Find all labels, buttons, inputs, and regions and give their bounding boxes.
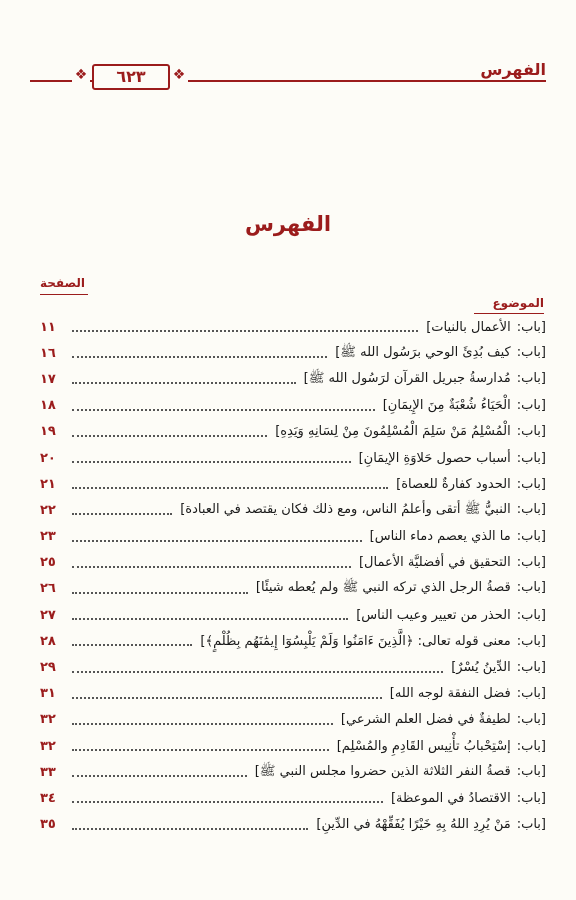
- toc-entry-text: التحقيق في أفضليَّة الأعمال]: [358, 555, 511, 571]
- toc-entry-bab: [باب:: [516, 580, 546, 596]
- toc-entry-bab: [باب:: [516, 344, 546, 360]
- ornament-icon: ❖: [170, 66, 188, 84]
- toc-entry-page: ١٩: [40, 424, 56, 440]
- toc-entry-page: ٢٠: [40, 450, 56, 466]
- toc-entry-page: ١١: [40, 319, 56, 335]
- toc-entry: [40, 419, 546, 445]
- toc-entry-text: معنى قوله تعالى: ﴿الَّذِينَ ءَامَنُوا وَلَمْ يَلْبِسُوٓا إِيمَٰنَهُم بِظُلْمٍ﴾]: [200, 633, 511, 649]
- toc-entry: [40, 733, 546, 759]
- toc-entry: [40, 471, 546, 497]
- toc-entry-title: [331, 344, 546, 363]
- toc-entry-title: [312, 817, 546, 832]
- toc-entry: [40, 497, 546, 523]
- toc-entry-text: الحدود كفارةٌ للعصاة]: [396, 476, 511, 492]
- toc-entry-bab: [باب:: [516, 319, 546, 335]
- toc-entry-title: [422, 320, 546, 335]
- toc-entry-text: النبيُّ ﷺ أتقى وأعلمُ الناس، ومع ذلك فكان يقتصد في العبادة]: [180, 501, 511, 517]
- toc-entry-title: [337, 712, 546, 727]
- toc-entry-text: إسْتِحْبابُ تأْنِيس القَادِمِ والمُسْلِم]: [336, 738, 511, 754]
- toc-entry-text: لطيفةٌ في فضل العلم الشرعي]: [340, 712, 511, 728]
- toc-entry-title: [300, 370, 546, 389]
- dot-leader: [72, 723, 333, 725]
- dot-leader: [72, 801, 383, 803]
- toc-entry-text: الحذر من تعيير وعيب الناس]: [356, 607, 511, 623]
- toc-entry: [40, 366, 546, 392]
- toc-entry-page: ٣١: [40, 686, 56, 702]
- toc-entry-bab: [باب:: [516, 370, 546, 386]
- toc-entry-bab: [باب:: [516, 424, 546, 440]
- toc-entry-page: ٣٢: [40, 738, 56, 754]
- toc-entry: [40, 759, 546, 785]
- toc-entry: [40, 393, 546, 419]
- toc-entry-bab: [باب:: [516, 738, 546, 754]
- dot-leader: [72, 828, 308, 830]
- toc-entry-page: ٢٣: [40, 529, 56, 545]
- page-column-label: الصفحة: [40, 276, 86, 290]
- toc-entry-page: ٢٢: [40, 502, 56, 518]
- toc-entry-page: ٢٦: [40, 581, 56, 597]
- dot-leader: [72, 540, 362, 542]
- page-header: [30, 58, 546, 86]
- toc-entry-text: ما الذي يعصم دماء الناس]: [369, 529, 511, 545]
- toc-entry-text: الاقتصادُ في الموعظة]: [390, 790, 511, 806]
- toc-entry-bab: [باب:: [516, 607, 546, 623]
- ornament-icon: ❖: [72, 66, 90, 84]
- dot-leader: [72, 566, 351, 568]
- dot-leader: [72, 513, 172, 515]
- toc-entry-bab: [باب:: [516, 476, 546, 492]
- toc-entry-page: ٢٧: [40, 607, 56, 623]
- toc-entry-title: [176, 501, 546, 520]
- toc-entry-bab: [باب:: [516, 555, 546, 571]
- toc-entry: [40, 445, 546, 471]
- topic-column-label: الموضوع: [492, 296, 544, 310]
- toc-entry-page: ٣٥: [40, 817, 56, 833]
- toc-entry-title: [355, 451, 546, 466]
- dot-leader: [72, 749, 329, 751]
- toc-entry-title: [379, 398, 546, 413]
- toc-entry: [40, 340, 546, 366]
- dot-leader: [72, 671, 443, 673]
- toc-entry-bab: [باب:: [516, 450, 546, 466]
- toc-entry-text: قصةُ الرجل الذي تركه النبي ﷺ ولم يُعطه شيئًا]: [255, 580, 511, 596]
- toc-entry-bab: [باب:: [516, 686, 546, 702]
- toc-entry-title: [447, 660, 546, 675]
- toc-entry: [40, 314, 546, 340]
- toc-entry: [40, 550, 546, 576]
- toc-entry-text: مُدارسةُ جبريل القرآن لرَسُول الله ﷺ]: [303, 370, 511, 386]
- toc-entry-page: ١٦: [40, 345, 56, 361]
- running-header-title: الفهرس: [474, 60, 546, 79]
- dot-leader: [72, 618, 348, 620]
- dot-leader: [72, 775, 247, 777]
- toc-entry: [40, 681, 546, 707]
- toc-entry-text: الدِّينُ يُسْرٌ]: [451, 660, 511, 676]
- toc-entry: [40, 812, 546, 838]
- toc-entry-title: [196, 634, 546, 649]
- toc-entry-title: [352, 608, 546, 623]
- dot-leader: [72, 356, 327, 358]
- toc-entry-text: مَنْ يُرِدِ اللهُ بِهِ خَيْرًا يُفَقِّهْهُ في الدِّينِ]: [316, 817, 511, 833]
- toc-entry-page: ٣٣: [40, 764, 56, 780]
- toc-entry-title: [333, 739, 546, 754]
- dot-leader: [72, 461, 351, 463]
- dot-leader: [72, 382, 296, 384]
- toc-entry-bab: [باب:: [516, 817, 546, 833]
- toc-entry-page: ٢٥: [40, 555, 56, 571]
- dot-leader: [72, 330, 418, 332]
- toc-entry-title: [387, 791, 546, 806]
- toc-entry-title: [271, 424, 546, 439]
- toc-entry-bab: [باب:: [516, 660, 546, 676]
- toc-entry-text: الْحَيَاءُ شُعْبَةٌ مِنَ الإِيمَانِ]: [382, 398, 511, 414]
- toc-entry-bab: [باب:: [516, 712, 546, 728]
- toc-entry-text: كيف بُدِئَ الوحي برَسُول الله ﷺ]: [335, 344, 511, 360]
- toc-entry-title: [355, 555, 546, 570]
- toc-entry-page: ٣٤: [40, 790, 56, 806]
- toc-entry-text: قصةُ النفر الثلاثة الذين حضروا مجلس النبي ﷺ]: [254, 763, 511, 779]
- toc-entry-title: [366, 529, 546, 544]
- toc-entry: [40, 524, 546, 550]
- dot-leader: [72, 435, 267, 437]
- toc-entry: [40, 654, 546, 680]
- toc-entry-text: الأعمال بالنيات]: [426, 319, 511, 335]
- toc-entry-bab: [باب:: [516, 790, 546, 806]
- toc-entry-page: ١٨: [40, 398, 56, 414]
- dot-leader: [72, 487, 388, 489]
- dot-leader: [72, 592, 248, 594]
- toc-entry-bab: [باب:: [516, 501, 546, 517]
- toc-entry-title: [251, 763, 546, 782]
- toc-entry-bab: [باب:: [516, 529, 546, 545]
- toc-entry-title: [386, 686, 546, 701]
- toc-entry: [40, 628, 546, 654]
- toc-entry-title: [392, 477, 546, 492]
- dot-leader: [72, 409, 375, 411]
- dot-leader: [72, 697, 382, 699]
- toc-entry-title: [252, 579, 546, 598]
- toc-entry-bab: [باب:: [516, 398, 546, 414]
- toc-entry-page: ٢١: [40, 476, 56, 492]
- toc-entry: [40, 576, 546, 602]
- toc-entry: [40, 602, 546, 628]
- page-column-underline: [40, 294, 88, 295]
- toc-entry-page: ١٧: [40, 371, 56, 387]
- toc-entry-text: فضل النفقة لوجه الله]: [389, 686, 511, 702]
- toc-entry-page: ٢٩: [40, 660, 56, 676]
- toc-entry-text: الْمُسْلِمُ مَنْ سَلِمَ الْمُسْلِمُونَ مِنْ لِسَانِهِ وَيَدِهِ]: [275, 424, 511, 440]
- toc-entry-page: ٢٨: [40, 633, 56, 649]
- page-title: الفهرس: [244, 212, 332, 236]
- toc-entry-bab: [باب:: [516, 763, 546, 779]
- toc-entry-text: أسباب حصول حَلاوَةِ الإيمَانِ]: [358, 450, 511, 466]
- page-number: ٦٢٣: [92, 64, 170, 90]
- table-of-contents: [40, 314, 546, 838]
- toc-entry-page: ٣٢: [40, 712, 56, 728]
- toc-entry-bab: [باب:: [516, 633, 546, 649]
- toc-entry: [40, 707, 546, 733]
- dot-leader: [72, 644, 192, 646]
- toc-entry: [40, 785, 546, 811]
